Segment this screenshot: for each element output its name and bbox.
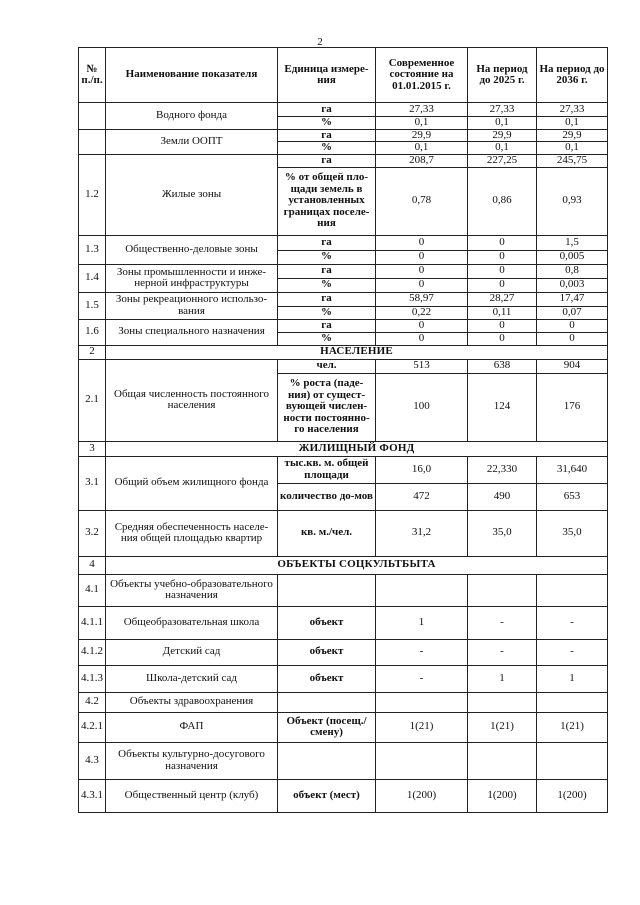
value-2025: 0 xyxy=(468,319,537,332)
value-current: 208,7 xyxy=(376,154,468,167)
value-2036: 176 xyxy=(537,373,608,441)
table-row xyxy=(79,606,608,639)
value-2036: 245,75 xyxy=(537,154,608,167)
value-current: 0 xyxy=(376,264,468,278)
table-row xyxy=(79,510,608,556)
unit-cell: га xyxy=(278,129,376,142)
value-2036: 17,47 xyxy=(537,292,608,306)
value-2036: 1,5 xyxy=(537,235,608,250)
row-num: 4.2.1 xyxy=(79,712,106,742)
value-2025: 1(21) xyxy=(468,712,537,742)
row-num: 1.2 xyxy=(79,154,106,235)
table-row xyxy=(79,319,608,332)
value-2025: 0,1 xyxy=(468,142,537,155)
table-row xyxy=(79,712,608,742)
value-2036 xyxy=(537,742,608,779)
row-num: 4.2 xyxy=(79,692,106,712)
section-num: 4 xyxy=(79,556,106,574)
value-current: 513 xyxy=(376,359,468,373)
table-row xyxy=(79,292,608,306)
row-num xyxy=(79,129,106,154)
row-name: Объекты культурно-досугового назначения xyxy=(106,742,278,779)
value-2025: 0,86 xyxy=(468,167,537,235)
table-row xyxy=(79,456,608,483)
value-2025: - xyxy=(468,606,537,639)
value-current: 472 xyxy=(376,483,468,510)
value-current: 0,78 xyxy=(376,167,468,235)
row-name: Объекты здравоохранения xyxy=(106,692,278,712)
value-current: 31,2 xyxy=(376,510,468,556)
row-name: Общая численность постоянного населения xyxy=(106,359,278,441)
row-name: Средняя обеспеченность населе-ния общей площадью квартир xyxy=(106,510,278,556)
value-current: 29,9 xyxy=(376,129,468,142)
value-2025: 22,330 xyxy=(468,456,537,483)
value-2036: 1 xyxy=(537,665,608,692)
value-2036: 1(200) xyxy=(537,779,608,812)
value-2036: 0 xyxy=(537,319,608,332)
value-2025: 0 xyxy=(468,250,537,264)
row-name: Земли ООПТ xyxy=(106,129,278,154)
value-current: 0 xyxy=(376,235,468,250)
row-num xyxy=(79,103,106,130)
table-row xyxy=(79,103,608,117)
value-2025: 29,9 xyxy=(468,129,537,142)
value-2036: 31,640 xyxy=(537,456,608,483)
table-row xyxy=(79,742,608,779)
page-number: 2 xyxy=(317,36,323,48)
unit-cell xyxy=(278,742,376,779)
unit-cell: % xyxy=(278,250,376,264)
table-row xyxy=(79,235,608,250)
unit-cell: количество до-мов xyxy=(278,483,376,510)
unit-cell: % xyxy=(278,278,376,292)
row-num: 4.1.2 xyxy=(79,639,106,665)
table-row xyxy=(79,665,608,692)
value-2025 xyxy=(468,692,537,712)
value-current: 0,1 xyxy=(376,142,468,155)
value-2025 xyxy=(468,574,537,606)
indicators-table xyxy=(78,47,608,813)
row-name: Жилые зоны xyxy=(106,154,278,235)
value-2036: 29,9 xyxy=(537,129,608,142)
value-current: 27,33 xyxy=(376,103,468,117)
value-2036: 0,1 xyxy=(537,117,608,130)
value-current xyxy=(376,742,468,779)
value-2036: 0,1 xyxy=(537,142,608,155)
row-num: 4.1.1 xyxy=(79,606,106,639)
value-2036: 0,07 xyxy=(537,306,608,319)
table-row xyxy=(79,359,608,373)
section-title: ОБЪЕКТЫ СОЦКУЛЬТБЫТА xyxy=(106,556,608,574)
section-row xyxy=(79,345,608,359)
value-2036 xyxy=(537,574,608,606)
table-row xyxy=(79,779,608,812)
section-title: ЖИЛИЩНЫЙ ФОНД xyxy=(106,441,608,456)
value-current: 0 xyxy=(376,319,468,332)
unit-cell: % xyxy=(278,332,376,345)
header-name: Наименование показателя xyxy=(106,48,278,103)
value-current: 1 xyxy=(376,606,468,639)
header-2025: На период до 2025 г. xyxy=(468,48,537,103)
unit-cell: чел. xyxy=(278,359,376,373)
value-2036: 35,0 xyxy=(537,510,608,556)
section-num: 3 xyxy=(79,441,106,456)
table-header-row xyxy=(79,48,608,103)
unit-cell: объект xyxy=(278,639,376,665)
section-num: 2 xyxy=(79,345,106,359)
unit-cell: га xyxy=(278,292,376,306)
unit-cell: га xyxy=(278,154,376,167)
value-2025: 0,11 xyxy=(468,306,537,319)
value-2025: 638 xyxy=(468,359,537,373)
unit-cell: % xyxy=(278,142,376,155)
value-2036: 0 xyxy=(537,332,608,345)
header-unit: Единица измере-ния xyxy=(278,48,376,103)
unit-cell: % xyxy=(278,306,376,319)
row-name: Объекты учебно-образовательного назначения xyxy=(106,574,278,606)
row-name: Общеобразовательная школа xyxy=(106,606,278,639)
value-2036: 0,003 xyxy=(537,278,608,292)
value-current: 1(21) xyxy=(376,712,468,742)
value-2025: 0 xyxy=(468,264,537,278)
value-current: 58,97 xyxy=(376,292,468,306)
section-row xyxy=(79,441,608,456)
unit-cell: кв. м./чел. xyxy=(278,510,376,556)
value-current: 0 xyxy=(376,250,468,264)
value-current: 0,22 xyxy=(376,306,468,319)
unit-cell: % от общей пло-щади земель в установленных границах поселе-ния xyxy=(278,167,376,235)
unit-cell: объект xyxy=(278,606,376,639)
value-2025: 1 xyxy=(468,665,537,692)
value-2036: 0,93 xyxy=(537,167,608,235)
unit-cell xyxy=(278,574,376,606)
value-2036: - xyxy=(537,639,608,665)
section-title: НАСЕЛЕНИЕ xyxy=(106,345,608,359)
table-row xyxy=(79,264,608,278)
unit-cell: га xyxy=(278,235,376,250)
unit-cell xyxy=(278,692,376,712)
row-name: Зоны промышленности и инже-нерной инфраструктуры xyxy=(106,264,278,292)
unit-cell: объект xyxy=(278,665,376,692)
table-row xyxy=(79,154,608,167)
row-name: Зоны специального назначения xyxy=(106,319,278,345)
table-row xyxy=(79,692,608,712)
value-current: - xyxy=(376,639,468,665)
row-num: 4.1 xyxy=(79,574,106,606)
value-current: 0,1 xyxy=(376,117,468,130)
value-2036: 0,005 xyxy=(537,250,608,264)
value-2025: 1(200) xyxy=(468,779,537,812)
value-2025: - xyxy=(468,639,537,665)
value-current: 0 xyxy=(376,278,468,292)
row-num: 1.4 xyxy=(79,264,106,292)
value-2025: 28,27 xyxy=(468,292,537,306)
value-2036: 27,33 xyxy=(537,103,608,117)
unit-cell: объект (мест) xyxy=(278,779,376,812)
value-2036: 904 xyxy=(537,359,608,373)
value-2025: 27,33 xyxy=(468,103,537,117)
value-current: 0 xyxy=(376,332,468,345)
row-name: Водного фонда xyxy=(106,103,278,130)
row-num: 4.3.1 xyxy=(79,779,106,812)
row-name: Зоны рекреационного использо-вания xyxy=(106,292,278,319)
row-name: Детский сад xyxy=(106,639,278,665)
value-2025: 124 xyxy=(468,373,537,441)
row-name: ФАП xyxy=(106,712,278,742)
value-current: 1(200) xyxy=(376,779,468,812)
value-2025: 227,25 xyxy=(468,154,537,167)
header-2036: На период до 2036 г. xyxy=(537,48,608,103)
row-name: Школа-детский сад xyxy=(106,665,278,692)
value-2025 xyxy=(468,742,537,779)
row-num: 2.1 xyxy=(79,359,106,441)
table-row xyxy=(79,129,608,142)
unit-cell: тыс.кв. м. общей площади xyxy=(278,456,376,483)
unit-cell: га xyxy=(278,103,376,117)
value-current: 16,0 xyxy=(376,456,468,483)
row-num: 1.5 xyxy=(79,292,106,319)
value-2025: 0 xyxy=(468,332,537,345)
row-name: Общественный центр (клуб) xyxy=(106,779,278,812)
row-name: Общественно-деловые зоны xyxy=(106,235,278,264)
table-row xyxy=(79,574,608,606)
unit-cell: % xyxy=(278,117,376,130)
value-2036: 0,8 xyxy=(537,264,608,278)
header-num: № п./п. xyxy=(79,48,106,103)
value-2036: 1(21) xyxy=(537,712,608,742)
unit-cell: Объект (посещ./смену) xyxy=(278,712,376,742)
value-2025: 0 xyxy=(468,278,537,292)
table-row xyxy=(79,639,608,665)
unit-cell: га xyxy=(278,319,376,332)
row-num: 1.6 xyxy=(79,319,106,345)
unit-cell: га xyxy=(278,264,376,278)
value-2036 xyxy=(537,692,608,712)
value-2036: - xyxy=(537,606,608,639)
value-2025: 35,0 xyxy=(468,510,537,556)
value-2025: 0,1 xyxy=(468,117,537,130)
value-current: 100 xyxy=(376,373,468,441)
unit-cell: % роста (паде-ния) от сущест-вующей числен-ности постоянно-го населения xyxy=(278,373,376,441)
row-num: 4.3 xyxy=(79,742,106,779)
value-2036: 653 xyxy=(537,483,608,510)
row-num: 3.1 xyxy=(79,456,106,510)
row-name: Общий объем жилищного фонда xyxy=(106,456,278,510)
value-2025: 0 xyxy=(468,235,537,250)
row-num: 1.3 xyxy=(79,235,106,264)
value-2025: 490 xyxy=(468,483,537,510)
value-current: - xyxy=(376,665,468,692)
header-current: Современное состояние на 01.01.2015 г. xyxy=(376,48,468,103)
value-current xyxy=(376,692,468,712)
section-row xyxy=(79,556,608,574)
row-num: 3.2 xyxy=(79,510,106,556)
value-current xyxy=(376,574,468,606)
row-num: 4.1.3 xyxy=(79,665,106,692)
